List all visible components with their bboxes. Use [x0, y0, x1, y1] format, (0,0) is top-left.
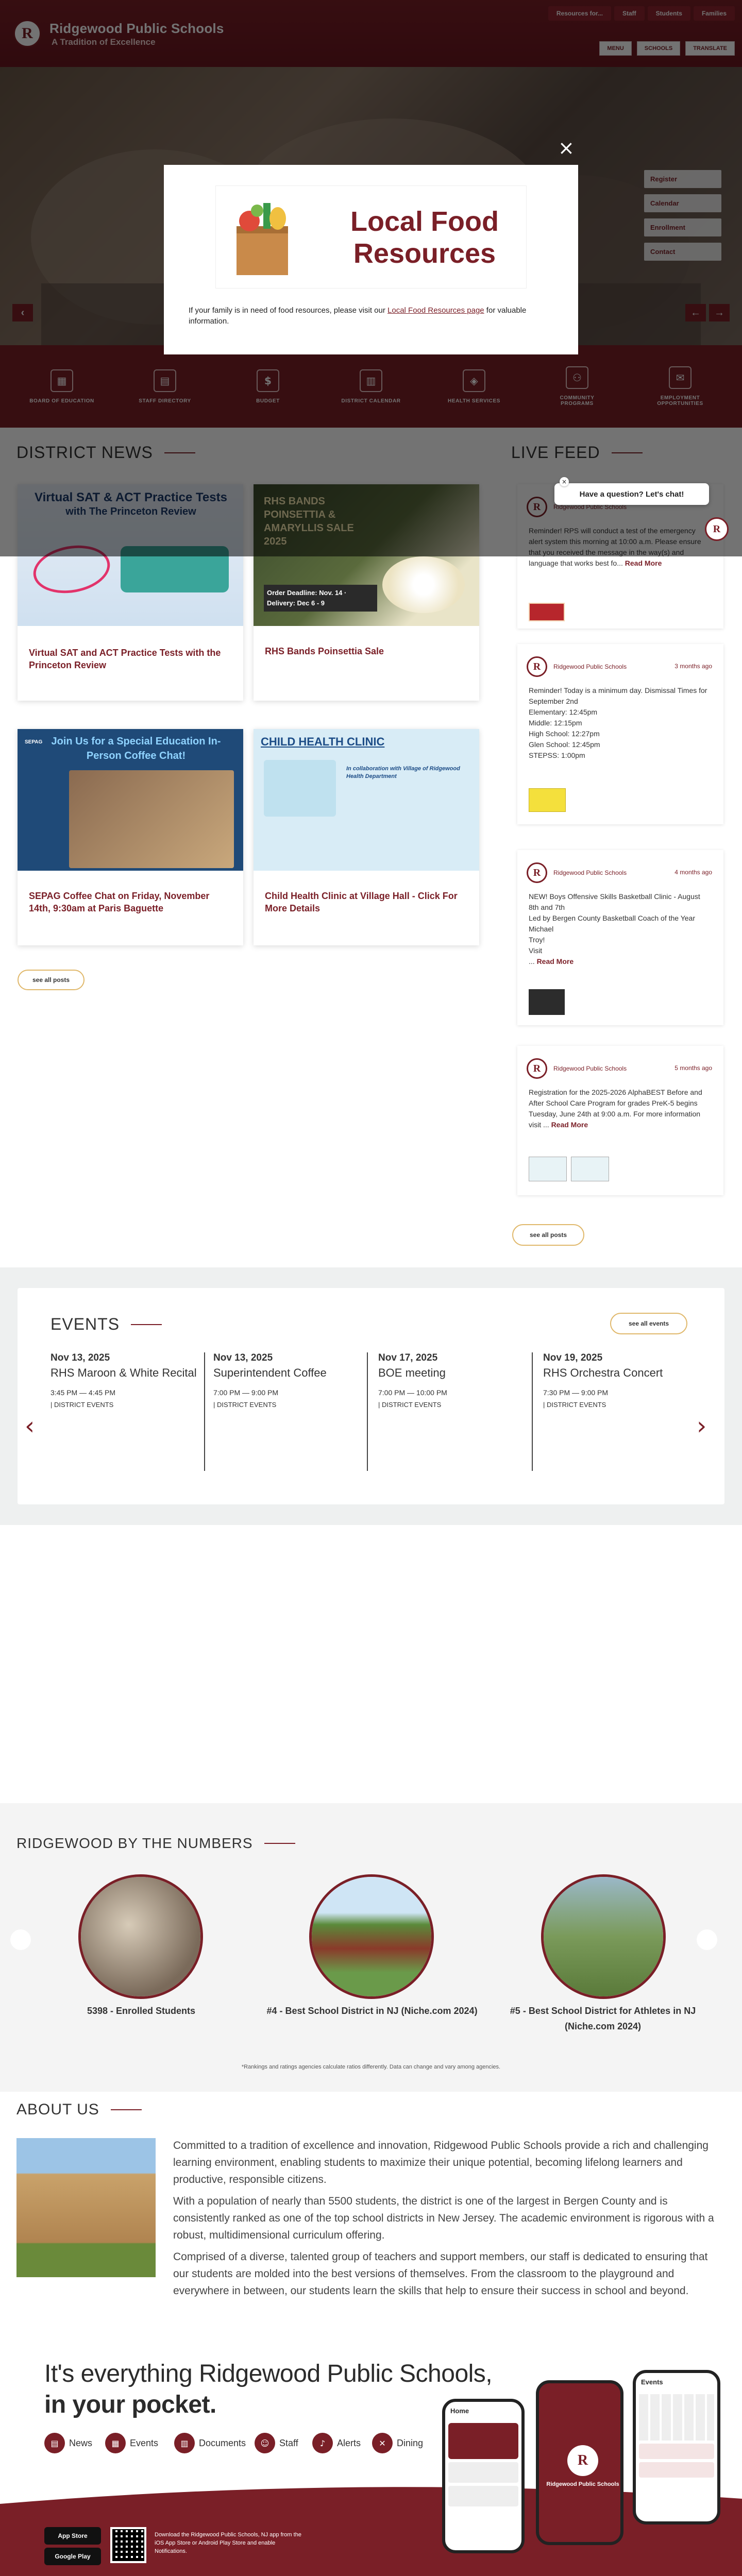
read-more-link[interactable]: Read More: [536, 957, 574, 965]
event-date: Nov 17, 2025: [378, 1352, 438, 1363]
news-image-subtitle: In collaboration with Village of Ridgewood Health Department: [346, 766, 460, 779]
news-icon: ▤: [44, 2433, 65, 2453]
stat-photo: [309, 1874, 434, 1999]
staff-icon: ☺: [255, 2433, 275, 2453]
events-icon: ▦: [105, 2433, 126, 2453]
news-image-illustration: [264, 760, 336, 817]
about-title: ABOUT US: [16, 2101, 142, 2119]
event-title[interactable]: RHS Orchestra Concert: [543, 1366, 663, 1379]
event-time: 7:00 PM — 9:00 PM: [213, 1388, 279, 1397]
avatar: R: [527, 862, 547, 883]
event-time: 3:45 PM — 4:45 PM: [50, 1388, 116, 1397]
event-date: Nov 19, 2025: [543, 1352, 603, 1363]
event-category: | DISTRICT EVENTS: [213, 1401, 277, 1409]
about-paragraph: Committed to a tradition of excellence and innovation, Ridgewood Public Schools provide a rich and challenging learning environment, enabling students to maximize their unique potential, becoming lifelong learners and productive, responsible citizens.: [173, 2140, 709, 2185]
feed-attachment[interactable]: [529, 1157, 567, 1181]
food-resources-banner[interactable]: [215, 185, 527, 289]
event-title[interactable]: Superintendent Coffee: [213, 1366, 327, 1379]
event-category: | DISTRICT EVENTS: [50, 1401, 114, 1409]
feed-post-header: [527, 862, 627, 883]
news-caption[interactable]: Virtual SAT and ACT Practice Tests with the Princeton Review: [29, 648, 221, 670]
alerts-icon: ♪: [312, 2433, 333, 2453]
events-next-icon[interactable]: ›: [697, 1412, 707, 1440]
app-feature: ✕ Dining: [372, 2433, 423, 2453]
chat-dismiss-icon[interactable]: ×: [560, 477, 569, 486]
events-prev-icon[interactable]: ‹: [25, 1412, 35, 1440]
avatar: R: [527, 1058, 547, 1079]
chat-launcher-button[interactable]: R: [705, 517, 729, 541]
about-paragraph: With a population of nearly than 5500 students, the district is one of the largest in Bergen County and is consistently ranked as one of the top school districts in New Jersey. The academic environment is rigorous with a robust, multidimensional curriculum offering.: [173, 2195, 714, 2241]
news-image: [254, 729, 479, 871]
about-paragraph: Comprised of a diverse, talented group of teachers and support members, our staff is dedicated to ensuring that our students are molded into the best versions of themselves. From the classroom to the playground and everywhere in between, our students learn the skills that help to ensure their success in school and beyond.: [173, 2251, 708, 2297]
grocery-bag-icon: [226, 195, 298, 278]
feed-see-all-button[interactable]: see all posts: [512, 1224, 584, 1246]
event-date: Nov 13, 2025: [213, 1352, 273, 1363]
feed-source[interactable]: Ridgewood Public Schools: [553, 869, 627, 876]
about-photo: [16, 2138, 156, 2277]
app-feature: ♪ Alerts: [312, 2433, 361, 2453]
feed-time: 4 months ago: [674, 869, 712, 876]
phone-events-title: Events: [641, 2378, 663, 2386]
phone-mockup-home: [442, 2399, 525, 2553]
stat-photo: [541, 1874, 666, 1999]
documents-icon: ▥: [174, 2433, 195, 2453]
event-item[interactable]: [50, 1352, 205, 1471]
feed-attachment[interactable]: [529, 788, 566, 812]
food-resources-modal: [164, 165, 578, 354]
news-image: [18, 729, 243, 871]
news-caption[interactable]: SEPAG Coffee Chat on Friday, November 14th, 9:30am at Paris Baguette: [29, 891, 210, 913]
event-time: 7:30 PM — 9:00 PM: [543, 1388, 609, 1397]
food-resources-link[interactable]: Local Food Resources page: [387, 306, 484, 315]
app-download-text: Download the Ridgewood Public Schools, NJ app from the iOS App Store or Android Play Store and enable Notifications.: [155, 2532, 301, 2554]
close-icon[interactable]: ×: [558, 137, 575, 159]
stat-caption: #5 - Best School District for Athletes in NJ (Niche.com 2024): [510, 2006, 696, 2031]
stat-photo: [78, 1874, 203, 1999]
modal-title: Local Food Resources: [350, 206, 499, 269]
phone-mockup-events: [633, 2370, 720, 2524]
app-promo-subtitle: in your pocket.: [44, 2391, 216, 2418]
numbers-footnote: *Rankings and ratings agencies calculate ratios differently. Data can change and vary among agencies.: [241, 2064, 501, 2070]
news-image-flowers: [382, 556, 465, 613]
read-more-link[interactable]: Read More: [551, 1121, 588, 1129]
chat-prompt[interactable]: Have a question? Let's chat!: [554, 483, 709, 505]
read-more-link[interactable]: Read More: [625, 559, 662, 567]
feed-source[interactable]: Ridgewood Public Schools: [553, 1065, 627, 1072]
app-store-button[interactable]: App Store: [44, 2527, 101, 2545]
stat-caption: 5398 - Enrolled Students: [87, 2006, 196, 2016]
feed-body: NEW! Boys Offensive Skills Basketball Clinic - August 8th and 7th Led by Bergen County Basketball Coach of the Year Michael Troy! Visit ... Read More: [529, 892, 700, 965]
event-item[interactable]: [378, 1352, 533, 1471]
phone-home-title: Home: [450, 2407, 469, 2415]
feed-body: Registration for the 2025-2026 AlphaBEST Before and After School Care Program for grades PreK-5 begins Tuesday, June 24th at 9:00 a.m. For more information visit ... Read More: [529, 1088, 702, 1129]
event-category: | DISTRICT EVENTS: [543, 1401, 606, 1409]
see-all-posts-button[interactable]: see all posts: [18, 970, 85, 990]
events-panel: [18, 1288, 724, 1504]
feed-time: 5 months ago: [674, 1064, 712, 1072]
feed-attachment[interactable]: [529, 989, 565, 1015]
numbers-next-button[interactable]: [697, 1929, 717, 1950]
phone-mockup-splash: [536, 2380, 623, 2545]
event-item[interactable]: [213, 1352, 368, 1471]
feed-attachment[interactable]: [529, 603, 565, 621]
feed-post-header: [527, 656, 627, 677]
numbers-title: RIDGEWOOD BY THE NUMBERS: [16, 1835, 295, 1852]
phone-school-name: Ridgewood Public Schools: [546, 2481, 619, 2487]
event-time: 7:00 PM — 10:00 PM: [378, 1388, 447, 1397]
feed-post: [517, 1046, 723, 1195]
app-feature: ▦ Events: [105, 2433, 158, 2453]
google-play-button[interactable]: Google Play: [44, 2548, 101, 2565]
news-image-subtitle: Order Deadline: Nov. 14 · Delivery: Dec 6 - 9: [264, 585, 377, 612]
news-image-title: CHILD HEALTH CLINIC: [261, 735, 385, 748]
avatar: R: [527, 656, 547, 677]
phone-logo: R: [567, 2445, 598, 2476]
dining-icon: ✕: [372, 2433, 393, 2453]
news-image-subtitle: SEPAG: [25, 739, 43, 745]
modal-message: If your family is in need of food resources, please visit our Local Food Resources page for valuable information.: [189, 306, 527, 326]
see-all-events-button[interactable]: see all events: [610, 1313, 687, 1334]
feed-time: 3 months ago: [674, 663, 712, 670]
event-item[interactable]: [543, 1352, 687, 1471]
feed-body: Reminder! Today is a minimum day. Dismissal Times for September 2nd Elementary: 12:45pm Middle: 12:15pm High School: 12:27pm Glen School: 12:45pm STEPSS: 1:00pm: [529, 686, 707, 759]
feed-source[interactable]: Ridgewood Public Schools: [553, 663, 627, 670]
event-title[interactable]: RHS Maroon & White Recital: [50, 1366, 197, 1379]
news-caption[interactable]: Child Health Clinic at Village Hall - Click For More Details: [265, 891, 458, 913]
event-category: | DISTRICT EVENTS: [378, 1401, 442, 1409]
news-caption[interactable]: RHS Bands Poinsettia Sale: [265, 646, 384, 656]
app-feature: ☺ Staff: [255, 2433, 298, 2453]
app-promo-title: It's everything Ridgewood Public Schools,: [44, 2360, 493, 2387]
news-card[interactable]: [18, 729, 243, 945]
event-title[interactable]: BOE meeting: [378, 1366, 446, 1379]
event-date: Nov 13, 2025: [50, 1352, 110, 1363]
app-feature: ▤ News: [44, 2433, 92, 2453]
events-title: EVENTS: [50, 1315, 162, 1334]
stat-caption: #4 - Best School District in NJ (Niche.com 2024): [266, 2006, 478, 2016]
news-card[interactable]: [254, 729, 479, 945]
news-image-title: Join Us for a Special Education In-Person Coffee Chat!: [51, 736, 221, 761]
feed-body: language that works best fo... Read More: [529, 559, 662, 567]
feed-post-header: [527, 1058, 627, 1079]
feed-post: [517, 644, 723, 824]
app-feature: ▥ Documents: [174, 2433, 246, 2453]
news-image-photo: [69, 770, 234, 868]
numbers-prev-button[interactable]: [10, 1929, 31, 1950]
feed-attachment[interactable]: [571, 1157, 609, 1181]
feed-post: [517, 850, 723, 1025]
qr-code: [110, 2527, 146, 2563]
